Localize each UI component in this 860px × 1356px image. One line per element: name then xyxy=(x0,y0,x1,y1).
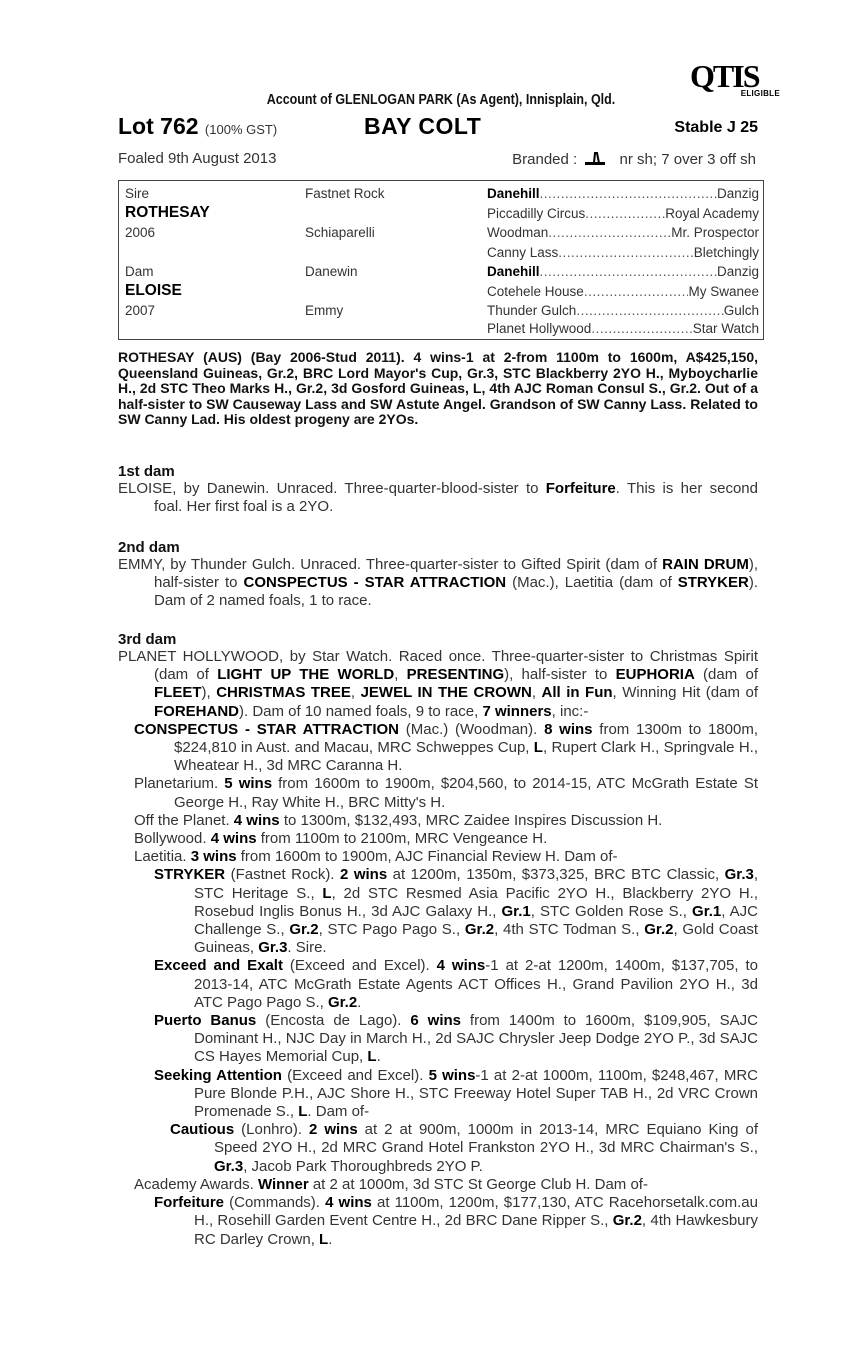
progeny-entry: Laetitia. 3 wins from 1600m to 1900m, AJC Financial Review H. Dam of- xyxy=(134,848,618,866)
pedigree-table xyxy=(118,180,764,340)
vendor-account: Account of GLENLOGAN PARK (As Agent), Innisplain, Qld. xyxy=(266,92,616,108)
sire-sire: Fastnet Rock xyxy=(305,186,385,201)
grandparent-row: Danehill ..... Danzig xyxy=(487,186,759,201)
sire-label: Sire xyxy=(125,186,150,201)
eligible-label: ELIGIBLE xyxy=(740,89,780,98)
gst-note: (100% GST) xyxy=(204,122,278,137)
grandparent-row: Woodman ..... Mr. Prospector xyxy=(487,225,759,240)
progeny-entry: Exceed and Exalt (Exceed and Excel). 4 wins-1 at 2-at 1200m, 1400m, $137,705, to 2013-14, ATC McGrath Estate Agents ACT Offices H., Grand Pavilion 2YO H., 3d ATC Pago Pago S., Gr.2. xyxy=(154,957,758,1011)
progeny-entry: CONSPECTUS - STAR ATTRACTION (Mac.) (Woodman). 8 wins from 1300m to 1800m, $224,810 in Aust. and Macau, MRC Schweppes Cup, L, Rupert Clark H., Springvale H., Wheatear H., 3d MRC Caranna H. xyxy=(134,720,758,775)
grandparent-row: Planet Hollywood ..... Star Watch xyxy=(487,321,759,336)
sire-summary: ROTHESAY (AUS) (Bay 2006-Stud 2011). 4 wins-1 at 2-from 1100m to 1600m, A$425,150, Queensland Guineas, Gr.2, BRC Lord Mayor's Cup, Gr.3, STC Blackberry 2YO H., Myboycharlie H., 2d STC Theo Marks H., Gr.2, 3d Gosford Guineas, L, 4th AJC Roman Consul S., Gr.2. Out of a half-sister to SW Causeway Lass and SW Astute Angel. Grandson of SW Canny Lass. Related to SW Canny Lad. His oldest progeny are 2YOs. xyxy=(118,349,758,428)
dam-label: Dam xyxy=(125,264,154,279)
foaled-date: Foaled 9th August 2013 xyxy=(118,150,277,167)
branded-label: Branded : xyxy=(512,151,578,168)
dam-sire: Danewin xyxy=(305,264,358,279)
horse-description: BAY COLT xyxy=(364,113,482,139)
qtis-logo-text: QTIS xyxy=(690,58,759,94)
second-dam-section xyxy=(118,539,758,611)
first-dam-text: ELOISE, by Danewin. Unraced. Three-quarter-blood-sister to Forfeiture. This is her second foal. Her first foal is a 2YO. xyxy=(118,480,758,516)
progeny-entry: Puerto Banus (Encosta de Lago). 6 wins from 1400m to 1600m, $109,905, SAJC Dominant H., NJC Day in March H., 2d SAJC Chrysler Jeep Dodge 2YO P., 3d SAJC CS Hayes Memorial Cup, L. xyxy=(154,1012,759,1066)
dam-year: 2007 xyxy=(125,303,156,318)
progeny-entry: Academy Awards. Winner at 2 at 1000m, 3d STC St George Club H. Dam of- xyxy=(134,1175,648,1193)
lot-header xyxy=(116,113,766,141)
lot-number xyxy=(118,113,277,140)
progeny-entry: Seeking Attention (Exceed and Excel). 5 wins-1 at 2-at 1000m, 1100m, $248,467, MRC Pure Blonde P.H., AJC Shore H., STC Freeway Hotel Super TAB H., 2d VRC Crown Promenade S., L. Dam of- xyxy=(154,1066,758,1121)
third-dam-text: PLANET HOLLYWOOD, by Star Watch. Raced once. Three-quarter-sister to Christmas Spirit (dam of LIGHT UP THE WORLD, PRESENTING), half-sister to EUPHORIA (dam of FLEET), CHRISTMAS TREE, JEWEL IN THE CROWN, All in Fun, Winning Hit (dam of FOREHAND). Dam of 10 named foals, 9 to race, 7 winners, inc:- xyxy=(118,648,758,720)
grandparent-row: Piccadilly Circus ..... Royal Academy xyxy=(487,206,759,221)
section-heading: 1st dam xyxy=(118,463,175,480)
grandparent-row: Cotehele House ..... My Swanee xyxy=(487,284,759,299)
grandparent-row: Danehill ..... Danzig xyxy=(487,264,759,279)
progeny-entry: Forfeiture (Commands). 4 wins at 1100m, 1200m, $177,130, ATC Racehorsetalk.com.au H., Rosehill Garden Event Centre H., 2d BRC Dane Ripper S., Gr.2, 4th Hawkesbury RC Darley Crown, L. xyxy=(154,1194,758,1248)
progeny-entry: STRYKER (Fastnet Rock). 2 wins at 1200m, 1350m, $373,325, BRC BTC Classic, Gr.3, STC Heritage S., L, 2d STC Resmed Asia Pacific 2YO H., Blackberry 2YO H., Rosebud Inglis Bonus H., 3d AJC Galaxy H., Gr.1, STC Golden Rose S., Gr.1, AJC Challenge S., Gr.2, STC Pago Pago S., Gr.2, 4th STC Todman S., Gr.2, Gold Coast Guineas, Gr.3. Sire. xyxy=(154,866,758,957)
section-heading: 2nd dam xyxy=(118,539,180,556)
progeny-entry: Cautious (Lonhro). 2 wins at 2 at 900m, 1000m in 2013-14, MRC Equiano King of Speed 2YO H., 2d MRC Grand Hotel Frankston 2YO H., 3d MRC Chairman's S., Gr.3, Jacob Park Thoroughbreds 2YO P. xyxy=(170,1121,758,1175)
grandparent-row: Thunder Gulch ..... Gulch xyxy=(487,303,759,318)
section-heading: 3rd dam xyxy=(118,631,177,648)
sire-year: 2006 xyxy=(125,225,156,240)
progeny-entry: Off the Planet. 4 wins to 1300m, $132,493, MRC Zaidee Inspires Discussion H. xyxy=(134,811,663,829)
second-dam-text: EMMY, by Thunder Gulch. Unraced. Three-quarter-sister to Gifted Spirit (dam of RAIN DRUM), half-sister to CONSPECTUS - STAR ATTRACTION (Mac.), Laetitia (dam of STRYKER). Dam of 2 named foals, 1 to race. xyxy=(118,556,759,610)
brand-mark-icon xyxy=(585,150,605,166)
progeny-entry: Planetarium. 5 wins from 1600m to 1900m, $204,560, to 2014-15, ATC McGrath Estate St George H., Ray White H., BRC Mitty's H. xyxy=(134,775,758,811)
dam-name: ELOISE xyxy=(125,282,182,299)
progeny-entry: Bollywood. 4 wins from 1100m to 2100m, MRC Vengeance H. xyxy=(134,830,548,848)
sire-name: ROTHESAY xyxy=(125,204,210,221)
sire-dam: Schiaparelli xyxy=(305,225,375,240)
brand-info xyxy=(512,150,756,168)
dam-dam: Emmy xyxy=(305,303,344,318)
grandparent-row: Canny Lass ..... Bletchingly xyxy=(487,245,759,260)
third-dam-section xyxy=(118,631,758,1249)
first-dam-section xyxy=(118,463,758,516)
stable-location: Stable J 25 xyxy=(674,119,758,136)
brand-detail: nr sh; 7 over 3 off sh xyxy=(619,151,756,168)
lot-label: Lot 762 xyxy=(118,113,199,139)
